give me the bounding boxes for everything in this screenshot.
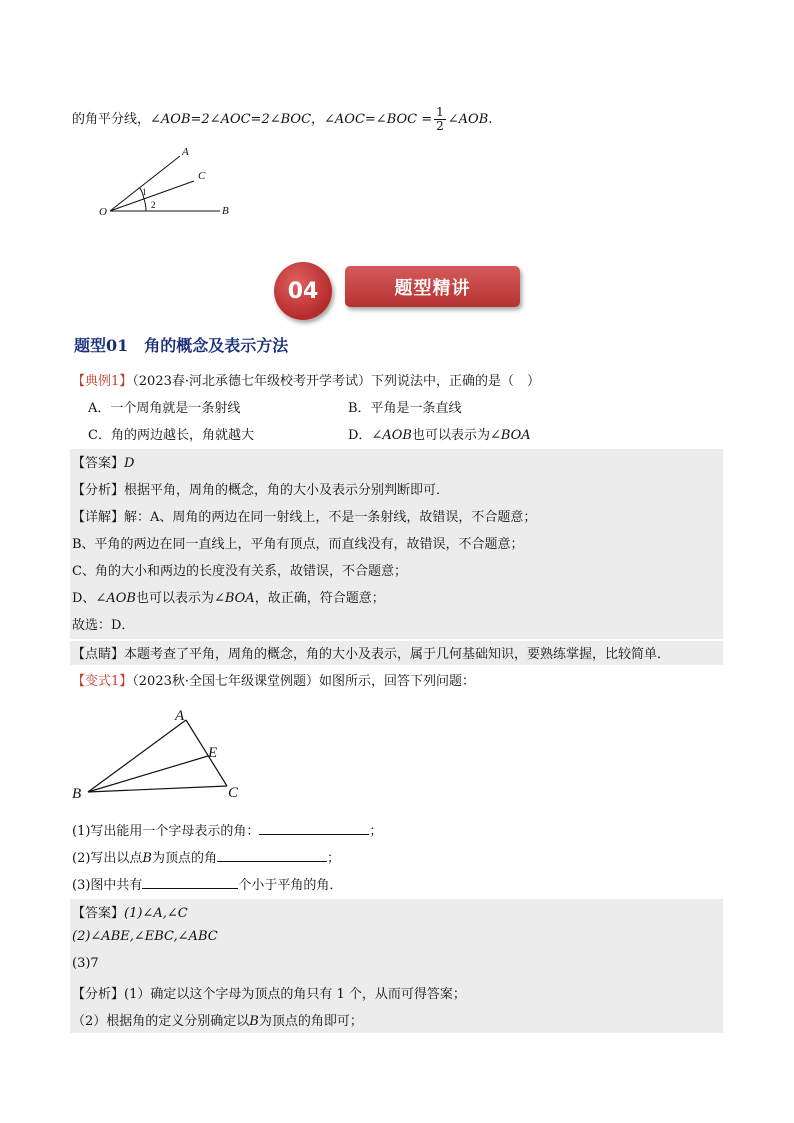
question-2-blank[interactable]: [217, 849, 327, 862]
detail-text-1: 解：A、周角的两边在同一射线上，不是一条射线，故错误，不合题意；: [124, 510, 537, 525]
question-3-blank[interactable]: [142, 876, 238, 889]
comment-label: 【点睛】: [72, 647, 125, 662]
detail-4-mid: 也可以表示为: [135, 591, 214, 606]
variant-answer-2: (2)∠ABE,∠EBC,∠ABC: [72, 929, 218, 944]
variant-source: （2023秋·全国七年级课堂例题）如图所示，回答下列问题：: [132, 674, 475, 689]
banner-title: 题型精讲: [345, 266, 520, 307]
option-d-math: ∠AOB: [371, 428, 412, 443]
option-d: [348, 424, 531, 443]
detail-line-4: [72, 587, 385, 606]
intro-line: [72, 106, 492, 133]
label-e: E: [208, 745, 218, 761]
label-b: B: [72, 786, 82, 802]
label-c: C: [228, 785, 239, 801]
label-b: B: [222, 205, 229, 217]
option-c: C．角的两边越长，角就越大: [88, 428, 254, 443]
intro-end: .: [488, 112, 493, 127]
question-1-text: (1)写出能用一个字母表示的角：: [72, 824, 260, 839]
analysis-label: 【分析】: [72, 483, 125, 498]
variant-analysis-2-prefix: （2）根据角的定义分别确定以: [72, 1014, 250, 1029]
detail-4-prefix: D、: [72, 591, 96, 606]
label-angle-1: 1: [142, 187, 147, 197]
label-a: A: [182, 146, 189, 158]
variant-1-header: [72, 670, 475, 689]
option-a: A．一个周角就是一条射线: [88, 401, 241, 416]
answer-line: [72, 452, 134, 471]
option-d-math-2: ∠BOA: [489, 428, 531, 443]
analysis-line: [72, 479, 449, 498]
triangle-figure: [66, 700, 256, 808]
example-tag: 【典例1】: [72, 374, 133, 389]
label-angle-2: 2: [151, 200, 156, 210]
section-title: 题型01 角的概念及表示方法: [74, 336, 289, 355]
variant-analysis-line-1: [72, 983, 466, 1002]
detail-4-math-2: ∠BOA: [213, 591, 255, 606]
comment-line: [72, 643, 670, 662]
intro-equation-1: ∠AOB=2∠AOC=2∠BOC: [150, 112, 312, 127]
fraction-numerator: 1: [436, 105, 444, 119]
detail-line-2: B、平角的两边在同一直线上，平角有顶点，而直线没有，故错误，不合题意；: [72, 537, 524, 552]
intro-equation-3: ∠AOB: [447, 112, 489, 127]
question-2-text: 为顶点的角: [151, 851, 217, 866]
analysis-text: 根据平角，周角的概念，角的大小及表示分别判断即可．: [124, 483, 450, 498]
question-3: [72, 874, 342, 893]
segment-be: [88, 756, 208, 792]
detail-line-1: [72, 506, 536, 525]
label-o: O: [99, 206, 107, 218]
label-a: A: [175, 708, 185, 724]
variant-analysis-text-1: (1）确定以这个字母为顶点的角只有 1 个，从而可得答案；: [124, 987, 466, 1002]
variant-analysis-line-2: [72, 1010, 363, 1029]
option-b: B．平角是一条直线: [348, 401, 462, 416]
intro-equation-2: ∠AOC=∠BOC =: [324, 112, 433, 127]
angle-arc-2: [144, 199, 146, 211]
fraction-denominator: 2: [436, 119, 444, 133]
side-ba: [88, 720, 186, 792]
banner-number: 04: [274, 262, 332, 320]
answer-value: D: [124, 456, 135, 471]
label-c: C: [198, 170, 206, 182]
example-1-header: [72, 370, 540, 389]
question-1: [72, 820, 382, 839]
answer-label: 【答案】: [72, 456, 125, 471]
question-3-suffix: 个小于平角的角．: [238, 878, 343, 893]
choose-line: 故选：D．: [72, 618, 135, 633]
detail-label: 【详解】: [72, 510, 125, 525]
variant-answer-line: [72, 902, 188, 921]
variant-answer-1: (1)∠A,∠C: [124, 906, 188, 921]
option-d-prefix: D．: [348, 428, 372, 443]
variant-analysis-2-suffix: 为顶点的角即可；: [258, 1014, 363, 1029]
detail-line-3: C、角的大小和两边的长度没有关系，故错误，不合题意；: [72, 564, 407, 579]
variant-tag: 【变式1】: [72, 674, 133, 689]
question-3-prefix: (3)图中共有: [72, 878, 143, 893]
detail-4-math: ∠AOB: [95, 591, 136, 606]
question-1-blank[interactable]: [259, 822, 369, 835]
question-2-end: ；: [327, 851, 341, 866]
question-1-end: ；: [369, 824, 383, 839]
variant-analysis-label: 【分析】: [72, 987, 125, 1002]
angle-bisector-figure: [96, 138, 246, 220]
side-bc: [88, 786, 227, 792]
option-d-mid: 也可以表示为: [411, 428, 490, 443]
variant-answer-3: (3)7: [72, 956, 99, 971]
example-source: （2023春·河北承德七年级校考开学考试）下列说法中，正确的是（ ）: [132, 374, 540, 389]
half-fraction: [434, 106, 446, 133]
comment-text: 本题考查了平角，周角的概念，角的大小及表示，属于几何基础知识，要熟练掌握，比较简单．: [124, 647, 671, 662]
question-2-prefix: (2)写出以点: [72, 851, 143, 866]
question-2-point: B: [142, 851, 152, 866]
variant-analysis-2-point: B: [249, 1014, 259, 1029]
intro-text: 的角平分线，: [72, 112, 151, 127]
side-ac: [186, 720, 227, 786]
intro-sep: ，: [311, 112, 325, 127]
variant-answer-label: 【答案】: [72, 906, 125, 921]
question-2: [72, 847, 340, 866]
detail-4-end: ，故正确，符合题意；: [254, 591, 385, 606]
